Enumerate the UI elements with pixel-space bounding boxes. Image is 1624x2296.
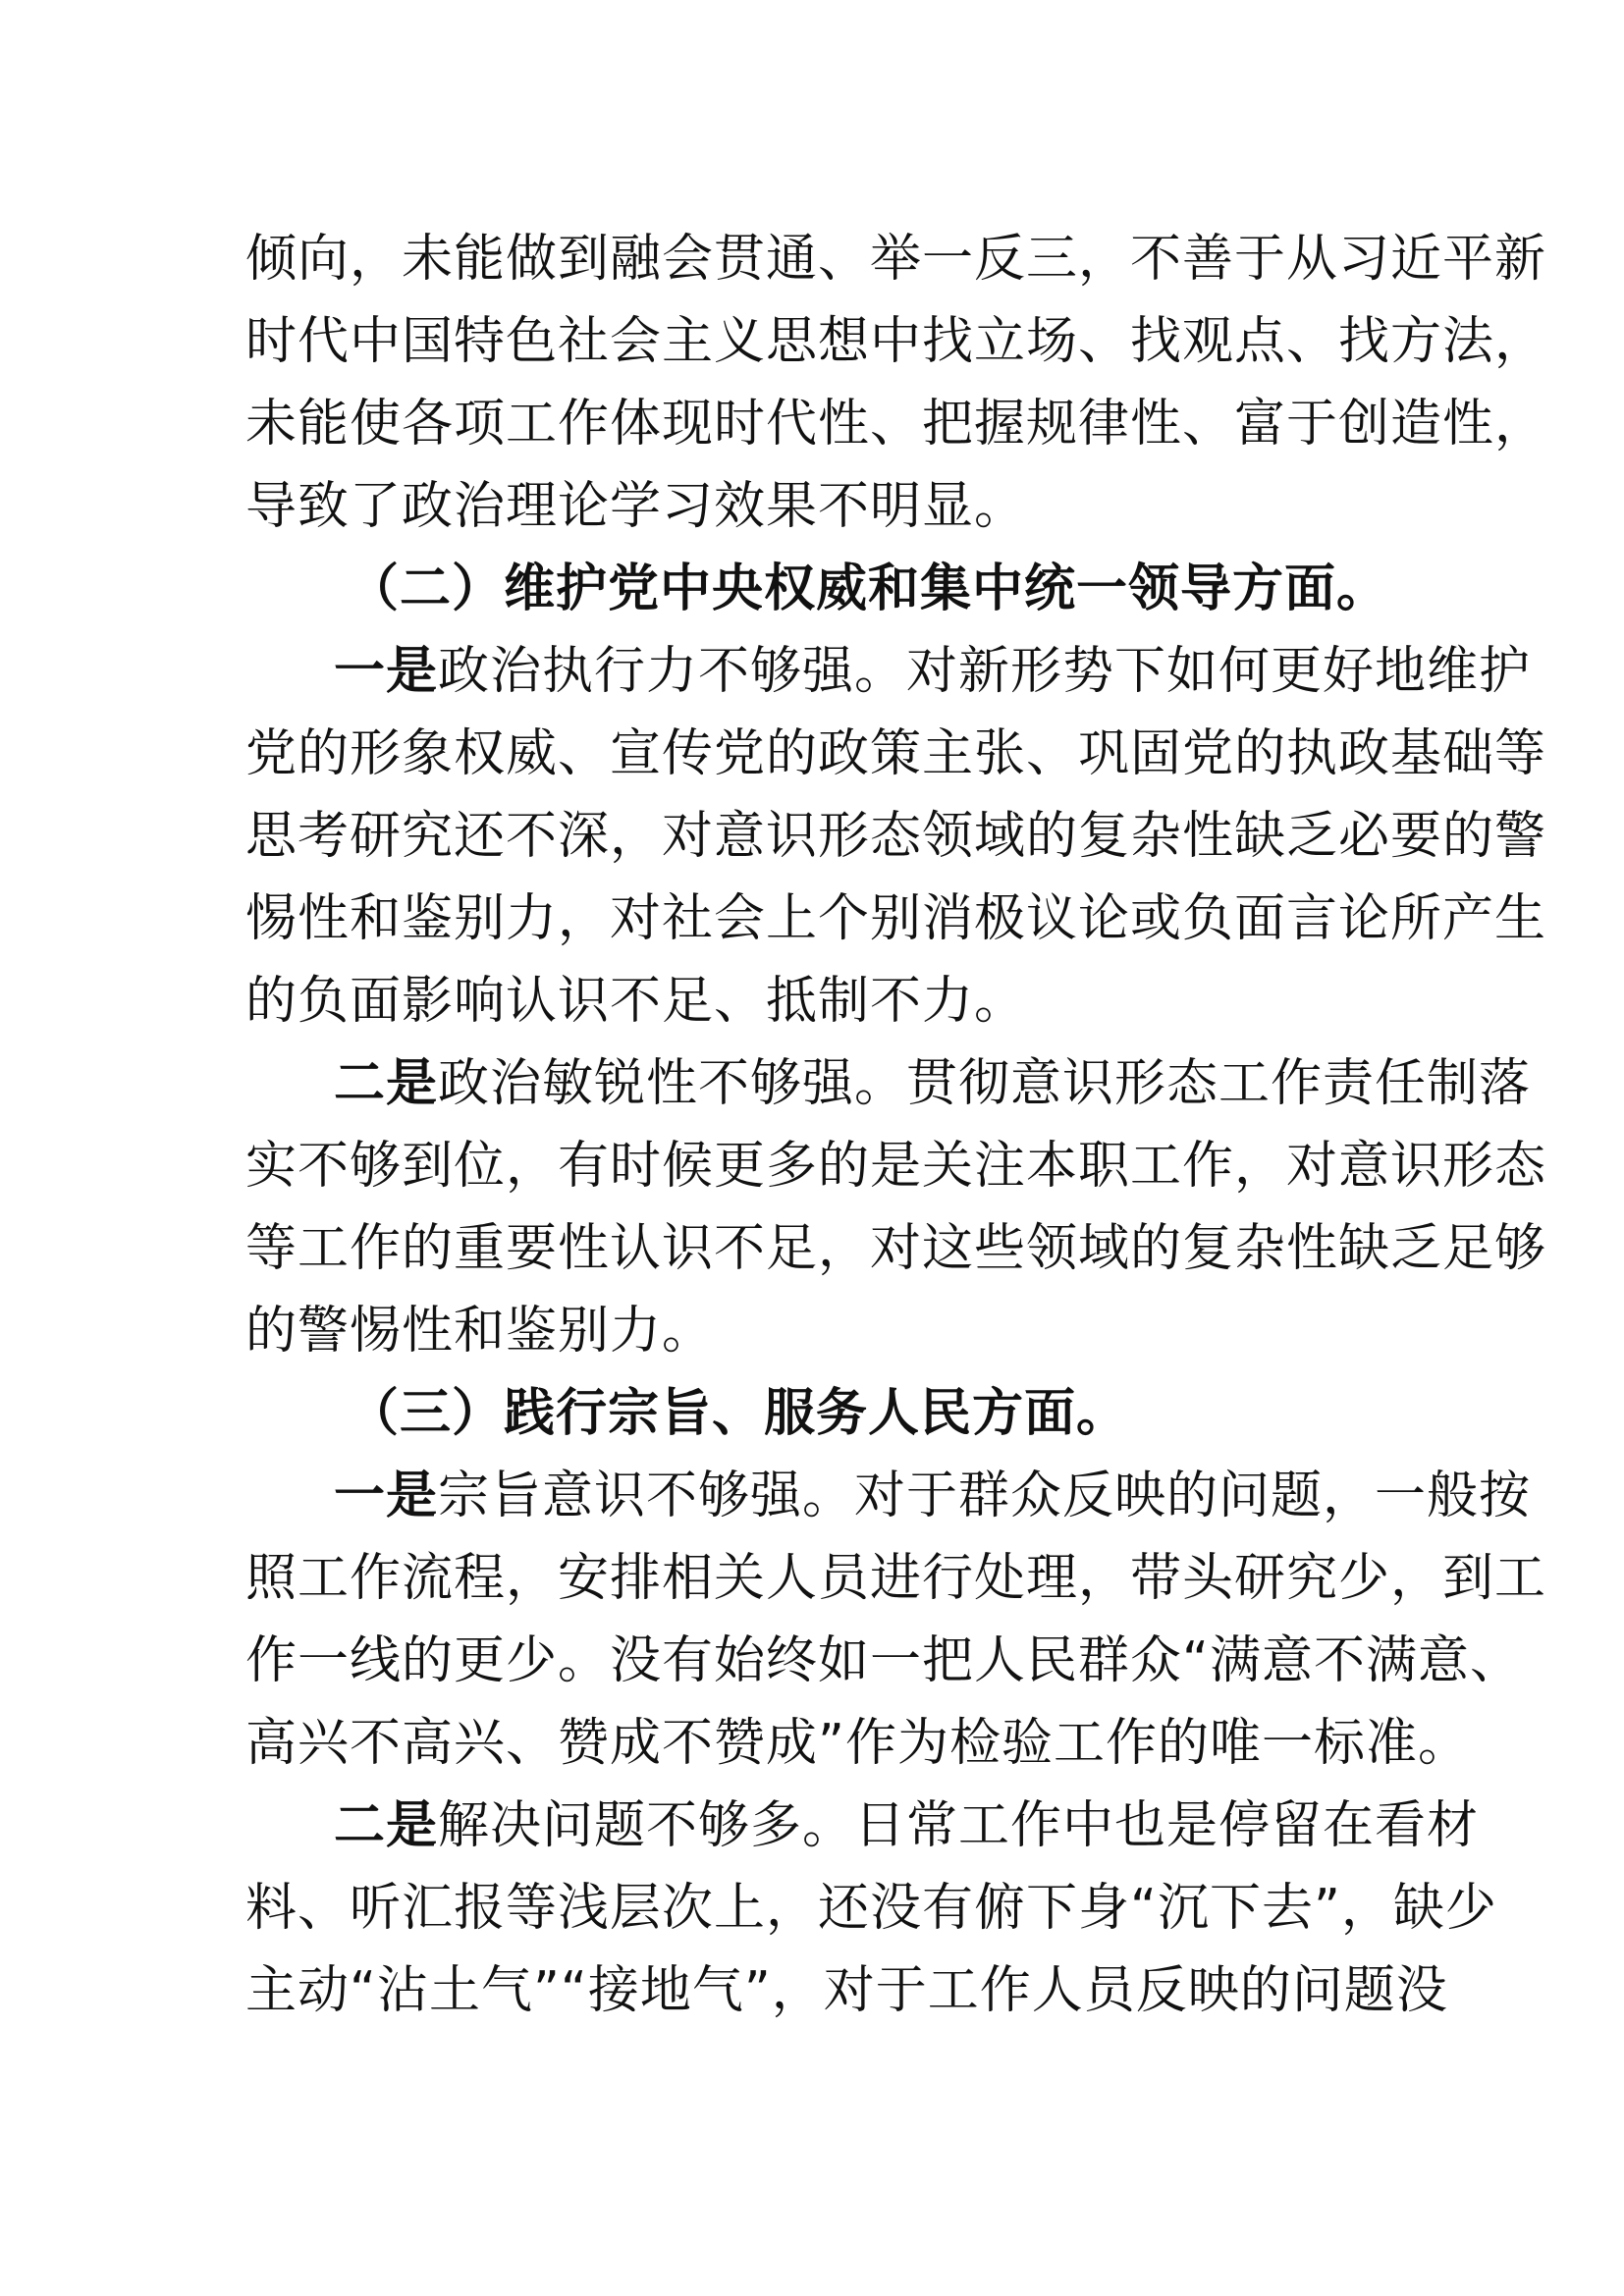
- paragraph-line: 党的形象权威、宣传党的政策主张、巩固党的执政基础等: [245, 724, 1547, 783]
- paragraph-line: 高兴不高兴、赞成不赞成”作为检验工作的唯一标准。: [245, 1714, 1470, 1773]
- lead-label: 一是: [334, 642, 439, 701]
- paragraph-text: 解决问题不够多。日常工作中也是停留在看材: [438, 1796, 1480, 1855]
- lead-label: 二是: [334, 1054, 439, 1113]
- paragraph-line: 主动“沾土气”“接地气”，对于工作人员反映的问题没: [245, 1961, 1448, 2020]
- paragraph-first-line: [334, 1457, 1531, 1535]
- paragraph-line: 实不够到位，有时候更多的是关注本职工作，对意识形态: [245, 1137, 1547, 1196]
- lead-label: 一是: [334, 1467, 439, 1525]
- paragraph-text: 宗旨意识不够强。对于群众反映的问题，一般按: [438, 1467, 1532, 1525]
- paragraph-line: 料、听汇报等浅层次上，还没有俯下身“沉下去”，缺少: [245, 1879, 1497, 1938]
- paragraph-line: 时代中国特色社会主义思想中找立场、找观点、找方法，: [245, 312, 1547, 371]
- paragraph-first-line: [334, 1044, 1531, 1123]
- paragraph-line: 的警惕性和鉴别力。: [245, 1302, 715, 1361]
- section-heading-2: （二）维护党中央权威和集中统一领导方面。: [348, 560, 1389, 618]
- section-heading-3: （三）践行宗旨、服务人民方面。: [348, 1384, 1129, 1443]
- paragraph-line: 倾向，未能做到融会贯通、举一反三，不善于从习近平新: [245, 230, 1547, 289]
- lead-label: 二是: [334, 1796, 439, 1855]
- paragraph-text: 政治执行力不够强。对新形势下如何更好地维护: [438, 642, 1532, 701]
- paragraph-line: 作一线的更少。没有始终如一把人民群众“满意不满意、: [245, 1631, 1522, 1690]
- paragraph-line: 未能使各项工作体现时代性、把握规律性、富于创造性，: [245, 395, 1547, 454]
- paragraph-line: 的负面影响认识不足、抵制不力。: [245, 972, 1027, 1031]
- paragraph-line: 照工作流程，安排相关人员进行处理，带头研究少，到工: [245, 1549, 1547, 1608]
- paragraph-first-line: [334, 1787, 1479, 1865]
- paragraph-line: 惕性和鉴别力，对社会上个别消极议论或负面言论所产生: [245, 889, 1547, 948]
- paragraph-line: 导致了政治理论学习效果不明显。: [245, 477, 1027, 536]
- paragraph-line: 思考研究还不深，对意识形态领域的复杂性缺乏必要的警: [245, 807, 1547, 866]
- paragraph-line: 等工作的重要性认识不足，对这些领域的复杂性缺乏足够: [245, 1219, 1547, 1278]
- paragraph-text: 政治敏锐性不够强。贯彻意识形态工作责任制落: [438, 1054, 1532, 1113]
- paragraph-first-line: [334, 632, 1531, 711]
